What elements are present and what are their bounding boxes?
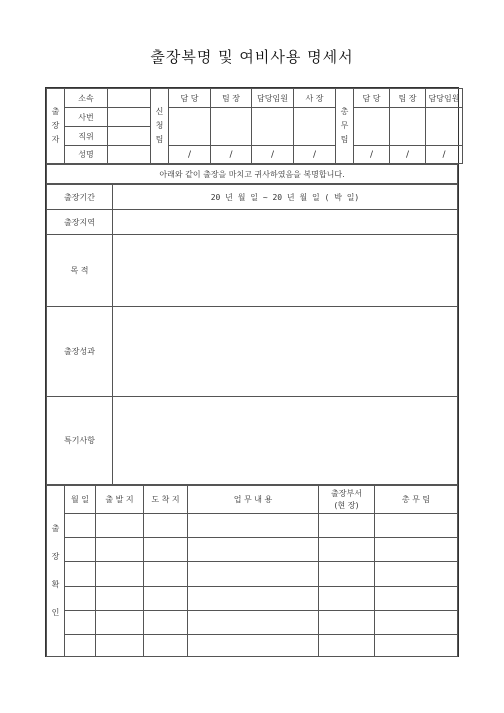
period-label: 출장기간 <box>47 185 113 210</box>
sign-date-slash: / <box>169 146 211 164</box>
confirm-cell[interactable] <box>319 610 375 634</box>
confirm-cell[interactable] <box>65 634 96 656</box>
confirm-cell[interactable] <box>319 586 375 610</box>
confirm-cell[interactable] <box>96 634 144 656</box>
confirm-cell[interactable] <box>188 586 319 610</box>
confirm-cell[interactable] <box>144 562 188 586</box>
purpose-label: 목 적 <box>47 235 113 307</box>
approval-col-header: 팀 장 <box>390 89 426 108</box>
confirm-cell[interactable] <box>144 634 188 656</box>
traveler-field-value[interactable] <box>108 108 151 127</box>
confirm-cell[interactable] <box>65 538 96 562</box>
result-label: 출장성과 <box>47 307 113 397</box>
confirm-cell[interactable] <box>319 514 375 538</box>
confirm-col-header: 출 발 지 <box>96 486 144 514</box>
traveler-label: 출장자 <box>47 89 65 164</box>
region-label: 출장지역 <box>47 210 113 235</box>
confirm-col-header: 총 무 팀 <box>375 486 458 514</box>
approval-col-header: 담 당 <box>169 89 211 108</box>
traveler-field-value[interactable] <box>108 89 151 108</box>
confirm-cell[interactable] <box>375 538 458 562</box>
confirm-cell[interactable] <box>96 514 144 538</box>
sign-date-slash: / <box>294 146 336 164</box>
confirm-col-header: 월 일 <box>65 486 96 514</box>
confirm-cell[interactable] <box>319 562 375 586</box>
confirm-cell[interactable] <box>96 586 144 610</box>
confirm-cell[interactable] <box>375 610 458 634</box>
confirm-col-header: 출장부서 (현 장) <box>319 486 375 514</box>
approval-col-header: 담 당 <box>354 89 390 108</box>
traveler-field-value[interactable] <box>108 127 151 146</box>
confirm-cell[interactable] <box>144 538 188 562</box>
confirm-cell[interactable] <box>188 634 319 656</box>
confirm-cell[interactable] <box>188 538 319 562</box>
confirm-col-header: 도 착 지 <box>144 486 188 514</box>
traveler-field-label: 사번 <box>65 108 108 127</box>
signature-cell[interactable] <box>211 108 252 146</box>
confirm-cell[interactable] <box>65 586 96 610</box>
confirm-side-label: 출장확인 <box>47 486 65 657</box>
traveler-field-label: 직위 <box>65 127 108 146</box>
confirm-cell[interactable] <box>144 514 188 538</box>
confirm-cell[interactable] <box>65 610 96 634</box>
approval-col-header: 담당임원 <box>252 89 294 108</box>
confirm-cell[interactable] <box>96 562 144 586</box>
traveler-field-value[interactable] <box>108 146 151 164</box>
page-title: 출장복명 및 여비사용 명세서 <box>150 48 354 66</box>
sign-date-slash: / <box>426 146 463 164</box>
confirm-cell[interactable] <box>96 610 144 634</box>
confirm-cell[interactable] <box>96 538 144 562</box>
general-affairs-label: 총무팀 <box>336 89 354 164</box>
notice-table <box>46 164 458 184</box>
report-notice: 아래와 같이 출장을 마치고 귀사하였음을 복명합니다. <box>47 165 458 184</box>
confirm-cell[interactable] <box>144 610 188 634</box>
traveler-field-label: 소속 <box>65 89 108 108</box>
remarks-field[interactable] <box>113 397 458 485</box>
approval-col-header: 담당임원 <box>426 89 463 108</box>
confirm-cell[interactable] <box>375 562 458 586</box>
traveler-field-label: 성명 <box>65 146 108 164</box>
confirm-cell[interactable] <box>375 586 458 610</box>
approval-table <box>46 88 463 164</box>
confirm-cell[interactable] <box>65 514 96 538</box>
confirm-col-header: 업 무 내 용 <box>188 486 319 514</box>
signature-cell[interactable] <box>426 108 463 146</box>
signature-cell[interactable] <box>294 108 336 146</box>
approval-col-header: 팀 장 <box>211 89 252 108</box>
signature-cell[interactable] <box>354 108 390 146</box>
confirm-cell[interactable] <box>375 514 458 538</box>
applicant-team-label: 신청팀 <box>151 89 169 164</box>
confirm-cell[interactable] <box>188 562 319 586</box>
purpose-field[interactable] <box>113 235 458 307</box>
trip-confirm-table <box>46 485 458 657</box>
signature-cell[interactable] <box>390 108 426 146</box>
form-frame <box>45 87 459 657</box>
confirm-cell[interactable] <box>375 634 458 656</box>
sign-date-slash: / <box>354 146 390 164</box>
report-fields-table <box>46 184 458 485</box>
result-field[interactable] <box>113 307 458 397</box>
confirm-cell[interactable] <box>319 634 375 656</box>
confirm-cell[interactable] <box>144 586 188 610</box>
sign-date-slash: / <box>390 146 426 164</box>
confirm-cell[interactable] <box>319 538 375 562</box>
sign-date-slash: / <box>211 146 252 164</box>
signature-cell[interactable] <box>252 108 294 146</box>
signature-cell[interactable] <box>169 108 211 146</box>
confirm-cell[interactable] <box>188 514 319 538</box>
confirm-cell[interactable] <box>188 610 319 634</box>
period-field[interactable]: 20 년 월 일 ~ 20 년 월 일 ( 박 일) <box>113 185 458 210</box>
remarks-label: 특기사항 <box>47 397 113 485</box>
approval-col-header: 사 장 <box>294 89 336 108</box>
confirm-cell[interactable] <box>65 562 96 586</box>
sign-date-slash: / <box>252 146 294 164</box>
region-field[interactable] <box>113 210 458 235</box>
